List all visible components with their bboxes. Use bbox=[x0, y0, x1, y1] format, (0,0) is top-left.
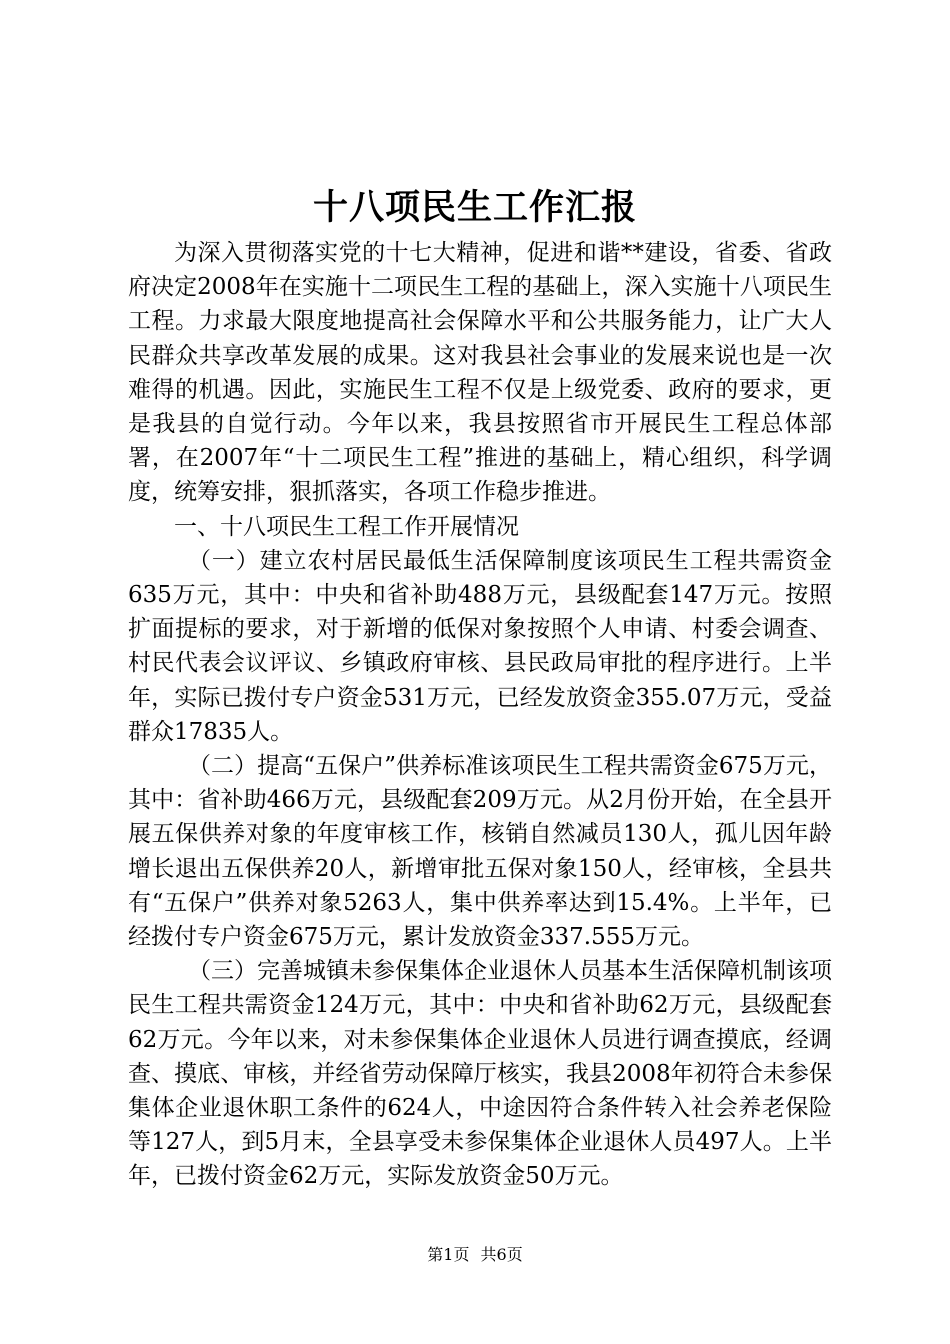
document-title: 十八项民生工作汇报 bbox=[312, 187, 637, 228]
intro-paragraph: 为深入贯彻落实党的十七大精神，促进和谐**建设，省委、省政府决定2008年在实施十二项民生工程的基础上，深入实施十八项民生工程。力求最大限度地提高社会保障水平和公共服务能力，让广大人民群众共享改革发展的成果。这对我县社会事业的发展来说也是一次难得的机遇。因此，实施民生工程不仅是上级党委、政府的要求，更是我县的自觉行动。今年以来，我县按照省市开展民生工程总体部署，在2007年“十二项民生工程”推进的基础上，精心组织，科学调度，统筹安排，狠抓落实，各项工作稳步推进。 bbox=[128, 240, 832, 506]
page-total: 共6页 bbox=[480, 1245, 523, 1264]
item-paragraph-1: （一）建立农村居民最低生活保障制度该项民生工程共需资金635万元，其中：中央和省补助488万元，县级配套147万元。按照扩面提标的要求，对于新增的低保对象按照个人申请、村委会调查、村民代表会议评议、乡镇政府审核、县民政局审批的程序进行。上半年，实际已拨付专户资金531万元，已经发放资金355.07万元，受益群众17835人。 bbox=[128, 547, 832, 745]
document-body bbox=[128, 236, 832, 1194]
page-footer bbox=[0, 1244, 950, 1266]
item-paragraph-3: （三）完善城镇未参保集体企业退休人员基本生活保障机制该项民生工程共需资金124万元，其中：中央和省补助62万元，县级配套62万元。今年以来，对未参保集体企业退休人员进行调查摸底，经调查、摸底、审核，并经省劳动保障厅核实，我县2008年初符合未参保集体企业退休职工条件的624人，中途因符合条件转入社会养老保险等127人，到5月末，全县享受未参保集体企业退休人员497人。上半年，已拨付资金62万元，实际发放资金50万元。 bbox=[128, 958, 832, 1190]
section-heading: 一、十八项民生工程工作开展情况 bbox=[174, 513, 519, 540]
page-number: 第1页 bbox=[427, 1245, 470, 1264]
item-paragraph-2: （二）提高“五保户”供养标准该项民生工程共需资金675万元，其中：省补助466万元，县级配套209万元。从2月份开始，在全县开展五保供养对象的年度审核工作，核销自然减员130人，孤儿因年龄增长退出五保供养20人，新增审批五保对象150人，经审核，全县共有“五保户”供养对象5263人，集中供养率达到15.4%。上半年，已经拨付专户资金675万元，累计发放资金337.555万元。 bbox=[128, 753, 832, 951]
